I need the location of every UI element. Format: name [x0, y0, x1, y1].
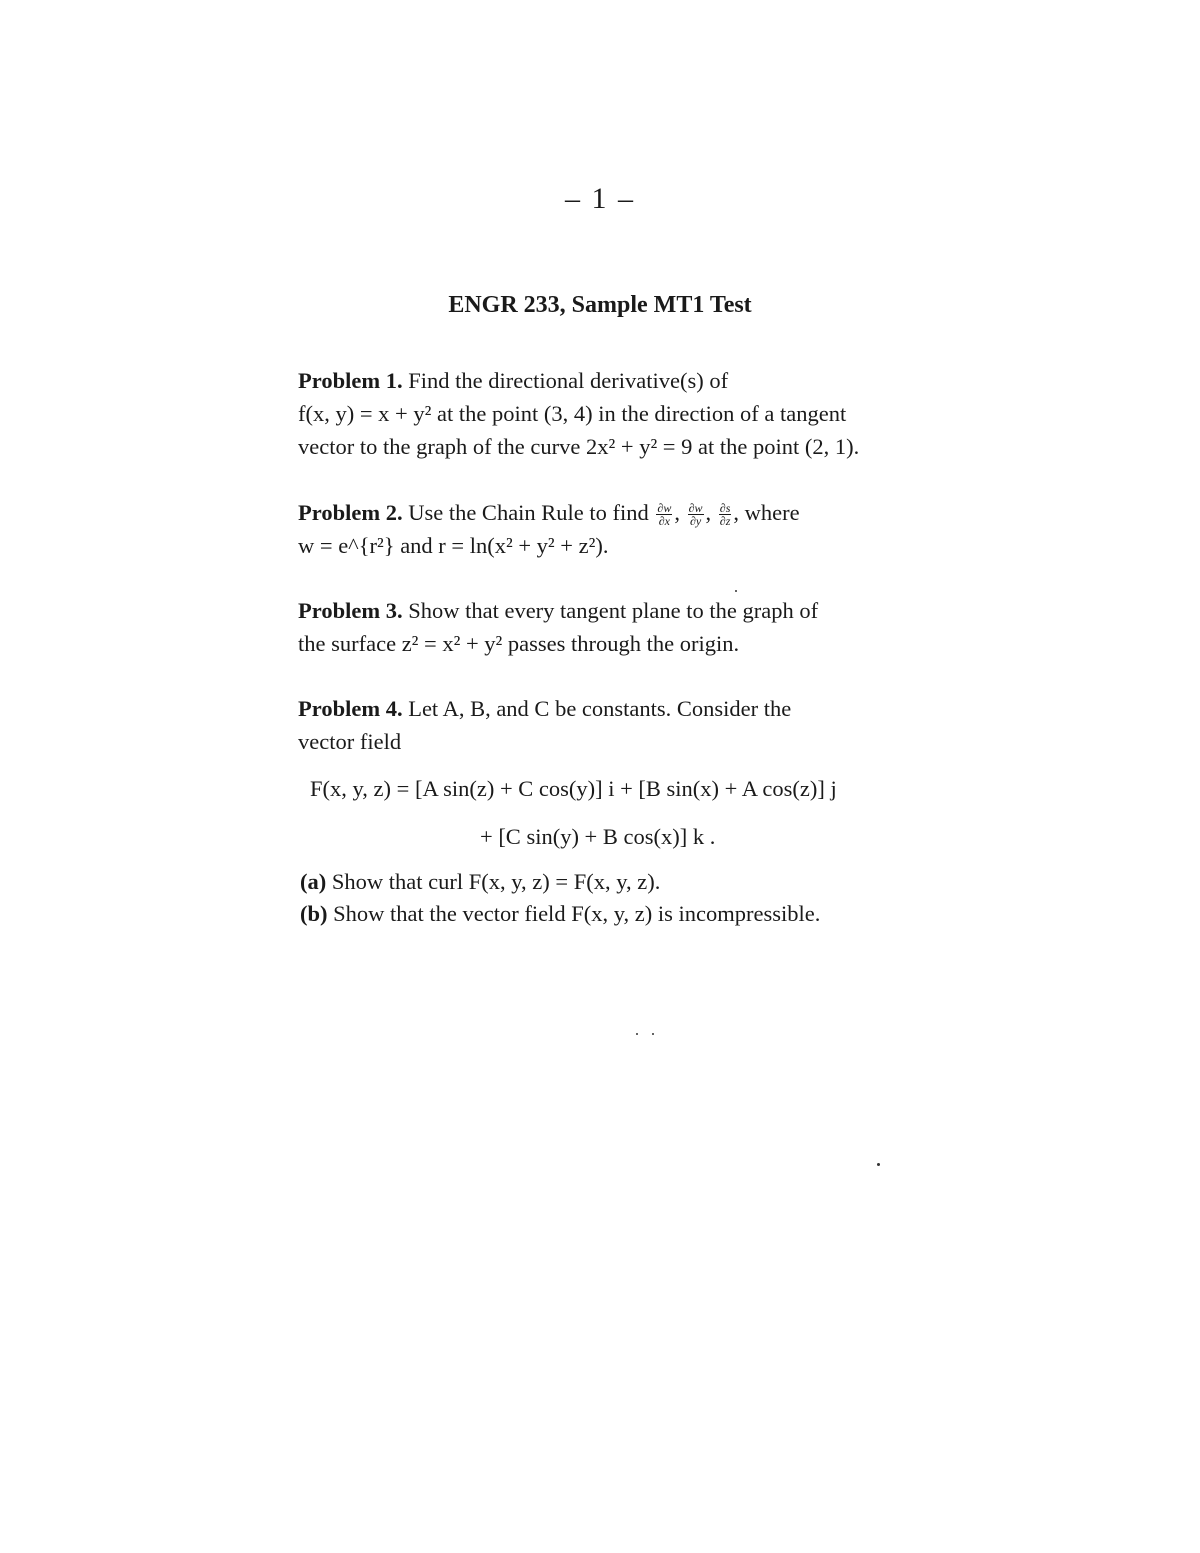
vector-field-equation-line-2: + [C sin(y) + B cos(x)] k . [480, 824, 716, 849]
problem-3-label: Problem 3. [298, 598, 403, 623]
page-number: – 1 – [565, 182, 635, 215]
problem-1 [298, 364, 938, 463]
part-b-label: (b) [300, 901, 328, 926]
scan-speck [636, 1033, 638, 1035]
problem-3-text-1: Show that every tangent plane to the graph of [408, 598, 819, 623]
scan-speck [877, 1163, 880, 1166]
problem-3 [298, 594, 938, 660]
fraction-ds-dz: $\frac{\partial s}{\partial z}$ [719, 501, 731, 529]
page-title: ENGR 233, Sample MT1 Test [448, 292, 752, 318]
problem-2-intro: Use the Chain Rule to find [408, 500, 649, 525]
part-a [300, 866, 940, 898]
fraction-dw-dx: $\frac{\partial w}{\partial x}$ [657, 501, 672, 529]
problem-2 [298, 496, 938, 562]
part-b [300, 898, 940, 930]
problem-3-line-2: the surface z² = x² + y² passes through the origin. [298, 631, 740, 656]
vector-field-equation-line-1: F(x, y, z) = [A sin(z) + C cos(y)] i + [B sin(x) + A cos(z)] j [310, 776, 837, 801]
problem-4-label: Problem 4. [298, 696, 403, 721]
problem-4-line-2: vector field [298, 729, 402, 754]
problem-2-line-1: Problem 2. Use the Chain Rule to find $\frac{\partial w}{\partial x}$ , $\frac{\partial w}{\partial y}$ , $\frac{\partial s}{\partial z}$ , where [298, 500, 800, 529]
problem-2-tail: , where [733, 500, 800, 525]
problem-2-label: Problem 2. [298, 500, 403, 525]
part-a-text: Show that curl F(x, y, z) = F(x, y, z). [331, 869, 661, 894]
scan-speck [735, 590, 737, 592]
part-a-label: (a) [300, 869, 327, 894]
problem-3-line-1 [298, 594, 938, 627]
problem-1-text-1: Find the directional derivative(s) of [408, 368, 729, 393]
problem-1-line-3: vector to the graph of the curve 2x² + y² = 9 at the point (2, 1). [298, 434, 860, 459]
problem-4-text-1: Let A, B, and C be constants. Consider the [408, 696, 792, 721]
scan-speck [652, 1033, 654, 1035]
problem-2-line-2: w = e^{r²} and r = ln(x² + y² + z²). [298, 533, 609, 558]
problem-1-label: Problem 1. [298, 368, 403, 393]
problem-1-line-2: f(x, y) = x + y² at the point (3, 4) in the direction of a tangent [298, 401, 847, 426]
problem-1-line-1 [298, 364, 938, 397]
fraction-dw-dy: $\frac{\partial w}{\partial y}$ [688, 501, 703, 529]
problem-4-line-1 [298, 692, 938, 725]
problem-4 [298, 692, 938, 758]
part-b-text: Show that the vector field F(x, y, z) is incompressible. [333, 901, 821, 926]
